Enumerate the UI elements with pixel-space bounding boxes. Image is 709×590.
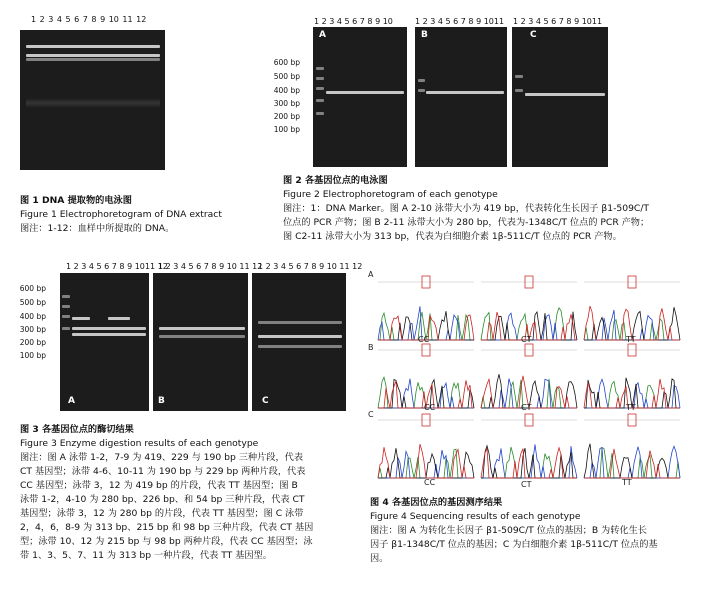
fig4-note-3: 因。 [370, 553, 389, 564]
fig3-lane-numbers-c: 1 2 3 4 5 6 7 8 9 10 11 12 [258, 262, 363, 271]
fig3-note-8: 带 1、3、5、7、11 为 313 bp 一种片段，代表 TT 基因型。 [20, 550, 272, 561]
chromatogram-trace [378, 444, 474, 478]
fig2-panel-a-label: A [319, 30, 326, 40]
fig2-title-cn: 图 2 各基因位点的电泳图 [283, 175, 388, 186]
chromatogram-trace [584, 446, 680, 478]
chromatogram-trace [584, 448, 680, 479]
fig3-note-3: CC 基因型；泳带 3，12 为 419 bp 的片段，代表 TT 基因型；图 B [20, 480, 298, 491]
fig2-ladder-100: 100 bp [273, 125, 300, 134]
fig3-note-2: CT 基因型；泳带 4-6、10-11 为 190 bp 与 229 bp 两种片段，代表 [20, 466, 306, 477]
fig3-note-6: 2，4，6，8-9 为 313 bp、215 bp 和 98 bp 三种片段，代表 CT 基因 [20, 522, 314, 533]
chromatogram-trace [584, 449, 680, 478]
fig4-note-1: 图注：图 A 为转化生长因子 β1-509C/T 位点的基因；B 为转化生长 [370, 525, 647, 536]
fig2-ladder-400: 400 bp [273, 86, 300, 95]
fig4-b-tt: TT [626, 403, 636, 412]
fig3-title-cn: 图 3 各基因位点的酶切结果 [20, 424, 134, 435]
fig4-c-tt: TT [622, 478, 632, 487]
fig3-note-1: 图注：图 A 泳带 1-2，7-9 为 419、229 与 190 bp 三种片段，代表 [20, 452, 304, 463]
fig2-ladder-200: 200 bp [273, 112, 300, 121]
fig4-a-cc: CC [418, 335, 430, 344]
fig3-note-7: 型；泳带 10、12 为 215 bp 与 98 bp 两种片段，代表 CC 基因型；泳 [20, 536, 313, 547]
fig4-c-ct: CT [521, 480, 532, 489]
fig4-title-en: Figure 4 Sequencing results of each genotype [370, 511, 581, 522]
fig3-ladder-300: 300 bp [19, 325, 46, 334]
fig3-ladder-400: 400 bp [19, 312, 46, 321]
fig3-ladder-200: 200 bp [19, 338, 46, 347]
fig3-panel-a-label: A [68, 396, 75, 406]
fig3-panel-c-label: C [262, 396, 269, 406]
fig2-note-1: 图注：1：DNA Marker。图 A 2-10 泳带大小为 419 bp，代表转化生长因子 β1-509C/T [283, 203, 650, 214]
fig3-panel-b-label: B [158, 396, 165, 406]
fig3-lane-numbers-b: 1 2 3 4 5 6 7 8 9 10 11 12 [158, 262, 263, 271]
fig2-lane-numbers-a: 1 2 3 4 5 6 7 8 9 10 [314, 17, 393, 26]
chromatogram-trace [378, 450, 474, 478]
fig3-note-4: 泳带 1-2，4-10 为 280 bp、226 bp、和 54 bp 三种片段，代表 CT [20, 494, 305, 505]
fig2-lane-numbers-c: 1 2 3 4 5 6 7 8 9 1011 [513, 17, 603, 26]
fig3-ladder-600: 600 bp [19, 284, 46, 293]
fig3-note-5: 基因型；泳带 3，12 为 280 bp 的片段，代表 TT 基因型；图 C 泳带 [20, 508, 304, 519]
fig2-title-en: Figure 2 Electrophoretogram of each genotype [283, 189, 498, 200]
fig1-title-cn: 图 1 DNA 提取物的电泳图 [20, 195, 132, 206]
fig4-row-label-a: A [368, 270, 374, 279]
fig4-a-tt: TT [626, 335, 636, 344]
fig3-lane-numbers-a: 1 2 3 4 5 6 7 8 9 1011 12 [66, 262, 168, 271]
fig4-caption [370, 496, 705, 566]
fig4-b-ct: CT [521, 403, 532, 412]
fig4-note-2: 因子 β1-1348C/T 位点的基因；C 为白细胞介素 1β-511C/T 位点的基 [370, 539, 658, 550]
fig4-row-label-c: C [368, 410, 374, 419]
fig1-note: 图注：1-12：血样中所提取的 DNA。 [20, 223, 175, 234]
fig2-lane-numbers-b: 1 2 3 4 5 6 7 8 9 1011 [415, 17, 505, 26]
fig2-ladder-300: 300 bp [273, 99, 300, 108]
fig4-c-cc: CC [424, 478, 436, 487]
fig2-ladder-500: 500 bp [273, 72, 300, 81]
chromatogram-trace [378, 449, 474, 478]
fig3-ladder-100: 100 bp [19, 351, 46, 360]
fig2-note-2: 位点的 PCR 产物；图 B 2-11 泳带大小为 280 bp，代表为-1348C/T 位点的 PCR 产物； [283, 217, 650, 228]
fig4-b-cc: CC [424, 403, 436, 412]
fig4-a-ct: CT [521, 335, 532, 344]
fig2-note-3: 图 C2-11 泳带大小为 313 bp，代表为白细胞介素 1β-511C/T 位点的 PCR 产物。 [283, 231, 622, 242]
fig4-row-label-b: B [368, 343, 374, 352]
fig1-lane-numbers: 1 2 3 4 5 6 7 8 9 10 11 12 [31, 15, 147, 24]
fig3-title-en: Figure 3 Enzyme digestion results of each genotype [20, 438, 259, 449]
fig2-panel-b-label: B [421, 30, 428, 40]
fig2-ladder-600: 600 bp [273, 58, 300, 67]
fig2-panel-c-label: C [530, 30, 537, 40]
fig4-title-cn: 图 4 各基因位点的基因测序结果 [370, 497, 503, 508]
fig3-ladder-500: 500 bp [19, 298, 46, 307]
fig1-title-en: Figure 1 Electrophoretogram of DNA extract [20, 209, 222, 220]
